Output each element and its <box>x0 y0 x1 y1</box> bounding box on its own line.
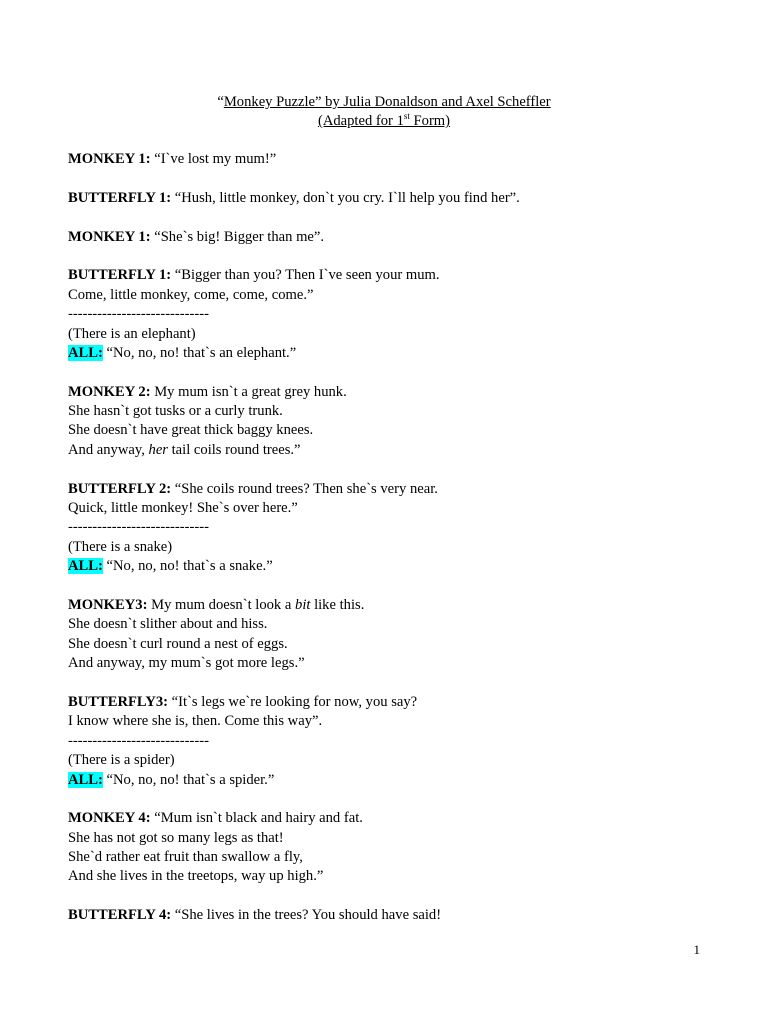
dialogue-line: She has not got so many legs as that! <box>68 829 284 846</box>
dialogue-text: tail coils round trees.” <box>167 441 301 458</box>
subtitle-suffix: Form) <box>409 113 451 130</box>
all-label-highlighted: ALL: <box>68 344 103 361</box>
subtitle-line <box>0 112 768 131</box>
dialogue-text: “No, no, no! that`s a spider.” <box>102 771 275 788</box>
dialogue-line: She hasn`t got tusks or a curly trunk. <box>68 403 283 420</box>
dialogue-line: She doesn`t have great thick baggy knees. <box>68 422 314 439</box>
dialogue-line: Quick, little monkey! She`s over here.” <box>68 500 298 517</box>
separator-line: ----------------------------- <box>68 732 209 749</box>
dialogue-text: “Mum isn`t black and hairy and fat. <box>150 810 363 827</box>
script-line <box>68 906 708 925</box>
title-work: Monkey Puzzle <box>223 94 316 110</box>
stage-direction: (There is a snake) <box>68 538 173 555</box>
speaker-label: MONKEY 1: <box>68 151 151 167</box>
script-line <box>68 344 708 363</box>
script-line <box>68 809 708 828</box>
script-line <box>68 266 708 285</box>
dialogue-text: “Bigger than you? Then I`ve seen your mum. <box>171 267 440 284</box>
title-block <box>0 93 768 132</box>
title-byline: ” by Julia Donaldson and Axel Scheffler <box>315 94 551 110</box>
speaker-label: BUTTERFLY3: <box>68 693 169 710</box>
dialogue-text: “She coils round trees? Then she`s very near. <box>171 480 438 497</box>
dialogue-text: My mum isn`t a great grey hunk. <box>150 383 347 400</box>
dialogue-line: And anyway, my mum`s got more legs.” <box>68 655 305 672</box>
speaker-label: MONKEY3: <box>68 596 148 613</box>
subtitle-underlined <box>318 113 450 129</box>
dialogue-text: “It`s legs we`re looking for now, you say? <box>168 693 418 710</box>
page-number: 1 <box>693 942 700 957</box>
dialogue-text: “No, no, no! that`s an elephant.” <box>102 344 297 361</box>
speaker-label: MONKEY 1: <box>68 228 151 245</box>
dialogue-text: “Hush, little monkey, don`t you cry. I`ll help you find her”. <box>171 189 520 206</box>
script-line <box>68 693 708 712</box>
separator-line: ----------------------------- <box>68 519 209 536</box>
dialogue-italic: her <box>148 441 168 458</box>
dialogue-text: “She`s big! Bigger than me”. <box>150 228 325 245</box>
speaker-label: BUTTERFLY 1: <box>68 267 172 284</box>
script-body <box>68 150 708 926</box>
title-open-quote: “ <box>217 94 224 110</box>
all-label-highlighted: ALL: <box>68 771 103 788</box>
dialogue-text: like this. <box>310 596 365 613</box>
subtitle-sup: st <box>403 111 410 122</box>
title-line <box>0 93 768 112</box>
dialogue-line: She doesn`t slither about and hiss. <box>68 616 268 633</box>
dialogue-text: “I`ve lost my mum!” <box>150 151 277 167</box>
separator-line: ----------------------------- <box>68 306 209 323</box>
dialogue-line: She`d rather eat fruit than swallow a fly, <box>68 849 303 866</box>
script-line <box>68 150 708 169</box>
speaker-label: BUTTERFLY 2: <box>68 480 172 497</box>
dialogue-text: “She lives in the trees? You should have said! <box>171 907 442 924</box>
script-line <box>68 771 708 790</box>
dialogue-line: Come, little monkey, come, come, come.” <box>68 286 314 303</box>
dialogue-line: I know where she is, then. Come this way”. <box>68 713 323 730</box>
script-line <box>68 228 708 247</box>
dialogue-italic: bit <box>295 596 311 613</box>
title-underlined <box>224 94 551 110</box>
script-line <box>68 441 708 460</box>
script-line <box>68 596 708 615</box>
stage-direction: (There is a spider) <box>68 752 175 769</box>
script-line <box>68 557 708 576</box>
dialogue-line: She doesn`t curl round a nest of eggs. <box>68 635 288 652</box>
script-line <box>68 480 708 499</box>
speaker-label: BUTTERFLY 1: <box>68 189 172 206</box>
dialogue-text: My mum doesn`t look a <box>147 596 296 613</box>
subtitle-prefix: (Adapted for 1 <box>317 113 404 130</box>
all-label-highlighted: ALL: <box>68 558 103 575</box>
stage-direction: (There is an elephant) <box>68 325 196 342</box>
script-line <box>68 383 708 402</box>
dialogue-text: And anyway, <box>68 441 149 458</box>
speaker-label: MONKEY 2: <box>68 383 151 400</box>
script-line <box>68 189 708 208</box>
dialogue-text: “No, no, no! that`s a snake.” <box>102 558 273 575</box>
dialogue-line: And she lives in the treetops, way up high.” <box>68 868 324 885</box>
speaker-label: BUTTERFLY 4: <box>68 907 172 924</box>
speaker-label: MONKEY 4: <box>68 810 151 827</box>
